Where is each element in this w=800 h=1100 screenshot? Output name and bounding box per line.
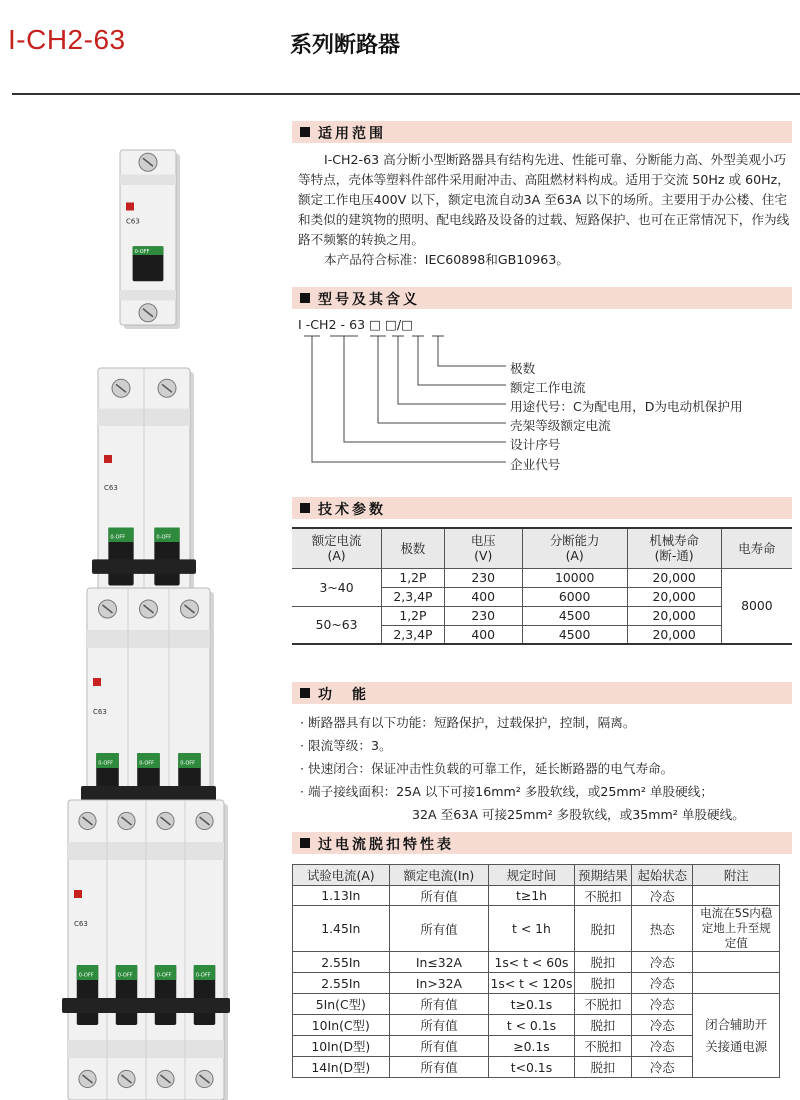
section-header-trip [292,832,792,854]
cell: 2,3,4P [382,625,445,644]
cell: t≥0.1s [489,994,575,1015]
model-label-design-no: 设计序号 [510,437,561,452]
cell: 10000 [522,568,627,587]
function-item: · 端子接线面积：25A 以下可接16mm² 多股软线，或25mm² 单股硬线； [300,784,713,799]
section-title: 过电流脱扣特性表 [318,837,454,853]
cell: 2.55In [293,973,390,994]
cell: 14In(D型) [293,1057,390,1078]
breaker-images [0,120,290,1100]
model-code: I -CH2 - 63 □ □/□ [298,317,414,332]
brand-title: I-CH2-63 [8,24,126,55]
cell: t≥1h [489,886,575,906]
switch-off-label: 0-OFF [156,534,172,541]
cell: 所有值 [389,1057,489,1078]
cell: 所有值 [389,1015,489,1036]
model-label-rated-current: 额定工作电流 [510,380,586,395]
section-square-icon [300,688,310,698]
breaker-band [87,630,210,648]
cell-note-empty [693,952,780,973]
table-row [293,952,780,973]
cell: 冷态 [632,886,693,906]
section-header-function [292,682,792,704]
cell: ≥0.1s [489,1036,575,1057]
table-row [293,973,780,994]
trip-table [292,864,780,1078]
cell: 1.13In [293,886,390,906]
cell: 4500 [522,625,627,644]
th-current: 额定电流 (A) [292,528,382,568]
section-square-icon [300,293,310,303]
cell-current: 3~40 [292,568,382,606]
switch-off-label: 0-OFF [156,972,172,979]
switch-off-label: 0-OFF [110,534,126,541]
brand-logo-icon [126,203,134,211]
switch-off-label: 0-OFF [98,760,114,767]
section-square-icon [300,838,310,848]
cell: 脱扣 [574,973,631,994]
cell: 所有值 [389,1036,489,1057]
cell-current: 50~63 [292,606,382,644]
cell: 脱扣 [574,1057,631,1078]
switch-off-label: 0-OFF [78,972,94,979]
section-header-scope [292,121,792,143]
th: 规定时间 [489,865,575,886]
cell-elec-life: 8000 [721,568,792,644]
brand-logo-icon [93,678,101,686]
cell: 不脱扣 [574,994,631,1015]
tech-params-table [292,527,792,645]
cell: t < 0.1s [489,1015,575,1036]
breaker-rating-label: C63 [93,708,107,716]
cell: 6000 [522,587,627,606]
handle-tie-bar [92,559,196,574]
table-row [292,606,792,625]
cell: 2,3,4P [382,587,445,606]
cell: 冷态 [632,1057,693,1078]
breaker-band [120,175,176,186]
cell: 1s< t < 60s [489,952,575,973]
section-title: 技术参数 [318,502,386,518]
cell: 脱扣 [574,952,631,973]
scope-paragraph: I-CH2-63 高分断小型断路器具有结构先进、性能可靠、分断能力高、外型美观小巧等特点，壳体等塑料件部件采用耐冲击、高阻燃材料构成。适用于交流 50Hz 或 60Hz，额定工作电压400V 以下，额定电流自动3A 至63A 以下的场所。主要用于办公楼、住宅和类似的建筑物的照明、配电线路及设备的过载、短路保护、也可在正常情况下，作为线路不频繁的转换之用。 [298,152,790,247]
cell: t<0.1s [489,1057,575,1078]
cell: 5In(C型) [293,994,390,1015]
cell: 冷态 [632,1036,693,1057]
brand-logo-icon [104,455,112,463]
switch-off-label: 0-OFF [180,760,196,767]
cell: 20,000 [627,568,721,587]
cell: 20,000 [627,606,721,625]
function-item: · 快速闭合：保证冲击性负载的可靠工作，延长断路器的电气寿命。 [300,761,674,776]
cell: In≤32A [389,952,489,973]
section-title: 功 能 [318,687,369,703]
cell-note-empty [693,973,780,994]
table-row [293,906,780,952]
cell: 400 [444,625,522,644]
section-square-icon [300,503,310,513]
th-breaking: 分断能力 (A) [522,528,627,568]
cell: 4500 [522,606,627,625]
cell: 1,2P [382,606,445,625]
th-poles: 极数 [382,528,445,568]
cell: 230 [444,606,522,625]
section-title: 适用范围 [318,126,386,142]
th: 附注 [693,865,780,886]
cell: 所有值 [389,886,489,906]
th-voltage: 电压 (V) [444,528,522,568]
header-divider [12,93,800,95]
brand-logo-icon [74,890,82,898]
section-square-icon [300,127,310,137]
th-mech-life: 机械寿命 (断-通) [627,528,721,568]
handle-tie-bar [62,998,230,1013]
cell: 1s< t < 120s [489,973,575,994]
cell: 冷态 [632,1015,693,1036]
cell: 20,000 [627,587,721,606]
th: 预期结果 [574,865,631,886]
cell: 热态 [632,906,693,952]
cell: In>32A [389,973,489,994]
cell: 10In(C型) [293,1015,390,1036]
cell: 不脱扣 [574,1036,631,1057]
cell: 2.55In [293,952,390,973]
th: 试验电流(A) [293,865,390,886]
cell: t < 1h [489,906,575,952]
switch-off-label: 0-OFF [139,760,155,767]
function-item: · 限流等级：3。 [300,738,392,753]
cell: 400 [444,587,522,606]
cell: 230 [444,568,522,587]
cell: 冷态 [632,952,693,973]
model-label-usage-code: 用途代号：C为配电用，D为电动机保护用 [510,399,743,414]
cell-note: 电流在5S内稳定地上升至规定值 [693,906,780,952]
cell: 脱扣 [574,1015,631,1036]
series-title: 系列断路器 [290,33,401,58]
cell: 不脱扣 [574,886,631,906]
breaker-band [120,290,176,301]
cell-note: 闭合辅助开关接通电源 [693,994,780,1078]
breaker-rating-label: C63 [74,920,88,928]
cell-note-empty [693,886,780,906]
section-header-tech [292,497,792,519]
cell: 脱扣 [574,906,631,952]
switch-off-label: 0-OFF [134,248,150,255]
cell: 10In(D型) [293,1036,390,1057]
section-header-model [292,287,792,309]
function-item: · 断路器具有以下功能：短路保护，过载保护，控制，隔离。 [300,715,636,730]
breaker-rating-label: C63 [104,483,118,492]
model-label-company-code: 企业代号 [510,457,561,472]
th-elec-life: 电寿命 [721,528,792,568]
model-diagram-lines [300,330,530,490]
table-row [292,568,792,587]
table-row [293,886,780,906]
th: 额定电流(In) [389,865,489,886]
scope-standard: 本产品符合标准：IEC60898和GB10963。 [324,252,569,267]
table-row [293,994,780,1015]
breaker-rating-label: C63 [126,217,140,226]
th: 起始状态 [632,865,693,886]
switch-off-label: 0-OFF [117,972,133,979]
switch-off-label: 0-OFF [195,972,211,979]
model-label-poles: 极数 [510,361,536,376]
cell: 所有值 [389,906,489,952]
function-item: 32A 至63A 可接25mm² 多股软线，或35mm² 单股硬线。 [412,807,745,822]
cell: 1,2P [382,568,445,587]
scope-text [298,150,792,270]
cell: 所有值 [389,994,489,1015]
cell: 冷态 [632,973,693,994]
model-label-frame-current: 壳架等级额定电流 [510,418,611,433]
section-title: 型号及其含义 [318,292,420,308]
handle-tie-bar [81,786,216,801]
cell: 20,000 [627,625,721,644]
cell: 冷态 [632,994,693,1015]
cell: 1.45In [293,906,390,952]
